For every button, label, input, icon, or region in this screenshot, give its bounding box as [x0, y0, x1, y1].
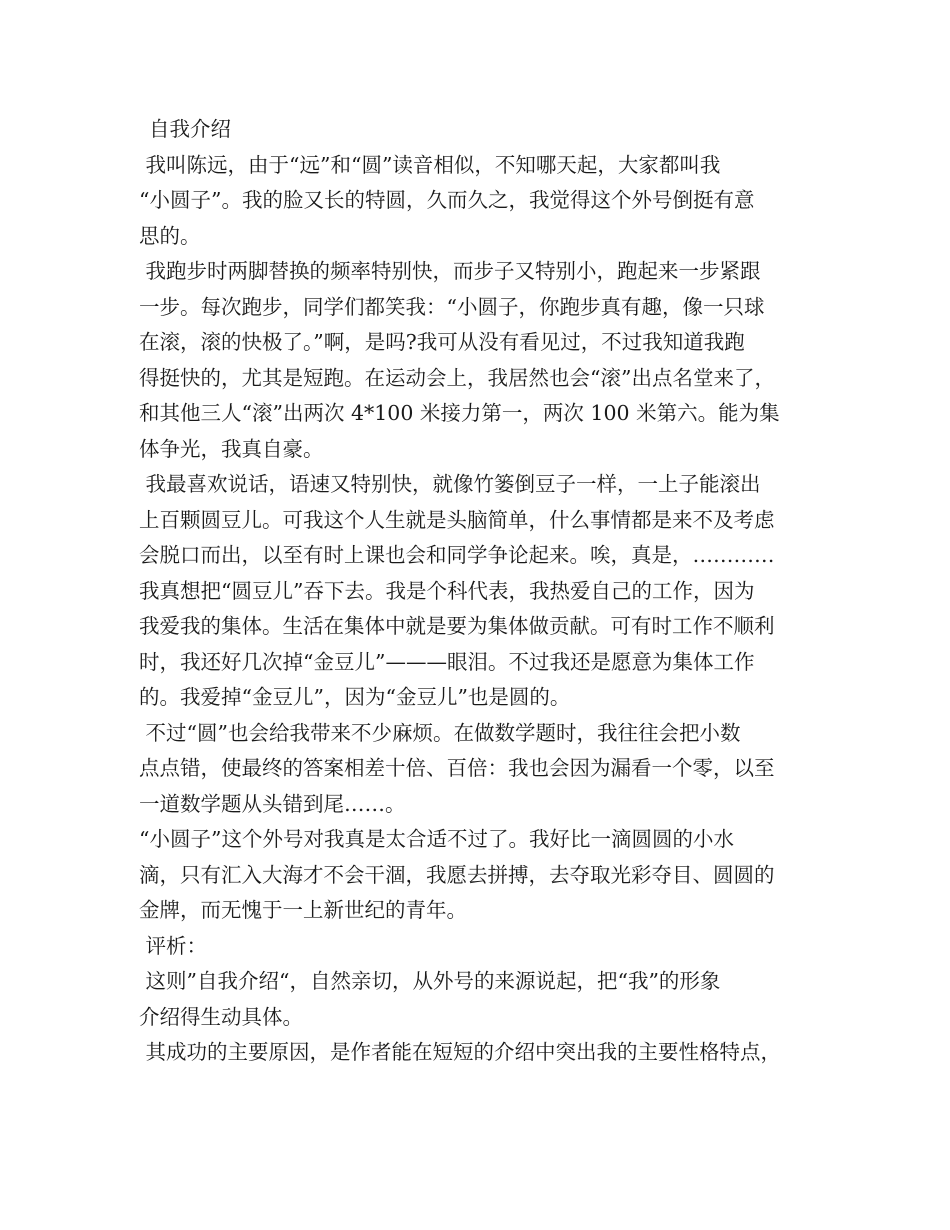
text-line: 我叫陈远，由于“远”和“圆”读音相似，不知哪天起，大家都叫我: [139, 152, 721, 177]
text-line: 介绍得生动具体。: [139, 1004, 303, 1029]
text-line: 上百颗圆豆儿。可我这个人生就是头脑简单，什么事情都是来不及考虑: [139, 507, 775, 532]
text-line: 会脱口而出，以至有时上课也会和同学争论起来。唉，真是，…………: [139, 543, 775, 567]
text-line: 得挺快的，尤其是短跑。在运动会上，我居然也会“滚”出点名堂来了，: [139, 365, 775, 390]
text-line: 我真想把“圆豆儿”吞下去。我是个科代表，我热爱自己的工作，因为: [139, 578, 755, 603]
text-line: 这则”自我介绍“，自然亲切，从外号的来源说起，把“我”的形象: [139, 969, 721, 993]
text-line: 一步。每次跑步，同学们都笑我：“小圆子，你跑步真有趣，像一只球: [139, 294, 765, 319]
text-line: 和其他三人“滚”出两次 4*100 米接力第一，两次 100 米第六。能为集: [139, 401, 780, 425]
text-line: 点点错，使最终的答案相差十倍、百倍：我也会因为漏看一个零，以至: [139, 756, 775, 780]
text-line: 在滚，滚的快极了。”啊，是吗?我可从没有看见过，不过我知道我跑: [139, 330, 745, 354]
text-line: 评析：: [139, 933, 208, 958]
text-line: 的。我爱掉“金豆儿”，因为“金豆儿”也是圆的。: [139, 685, 571, 709]
text-line: 其成功的主要原因，是作者能在短短的介绍中突出我的主要性格特点，: [139, 1040, 782, 1064]
text-line: “小圆子”。我的脸又长的特圆，久而久之，我觉得这个外号倒挺有意: [139, 188, 755, 212]
text-line: “小圆子”这个外号对我真是太合适不过了。我好比一滴圆圆的小水: [139, 827, 734, 851]
text-line: 我最喜欢说话，语速又特别快，就像竹篓倒豆子一样，一上子能滚出: [139, 472, 761, 496]
text-line: 一道数学题从头错到尾……。: [139, 791, 406, 816]
text-line: 不过“圆”也会给我带来不少麻烦。在做数学题时，我往往会把小数: [139, 720, 741, 745]
text-line: 金牌，而无愧于一上新世纪的青年。: [139, 898, 467, 922]
text-line: 滴，只有汇入大海才不会干涸，我愿去拼搏，去夺取光彩夺目、圆圆的: [139, 862, 775, 887]
text-line: 思的。: [139, 223, 201, 248]
document-title: 自我介绍: [149, 117, 231, 141]
text-line: 我跑步时两脚替换的频率特别快，而步子又特别小，跑起来一步紧跟: [139, 259, 761, 283]
document-body: [139, 112, 829, 1071]
text-line: 体争光，我真自豪。: [139, 436, 324, 461]
text-line: 我爱我的集体。生活在集体中就是要为集体做贡献。可有时工作不顺利: [139, 614, 775, 638]
text-line: 时，我还好几次掉“金豆儿”———眼泪。不过我还是愿意为集体工作: [139, 649, 755, 674]
